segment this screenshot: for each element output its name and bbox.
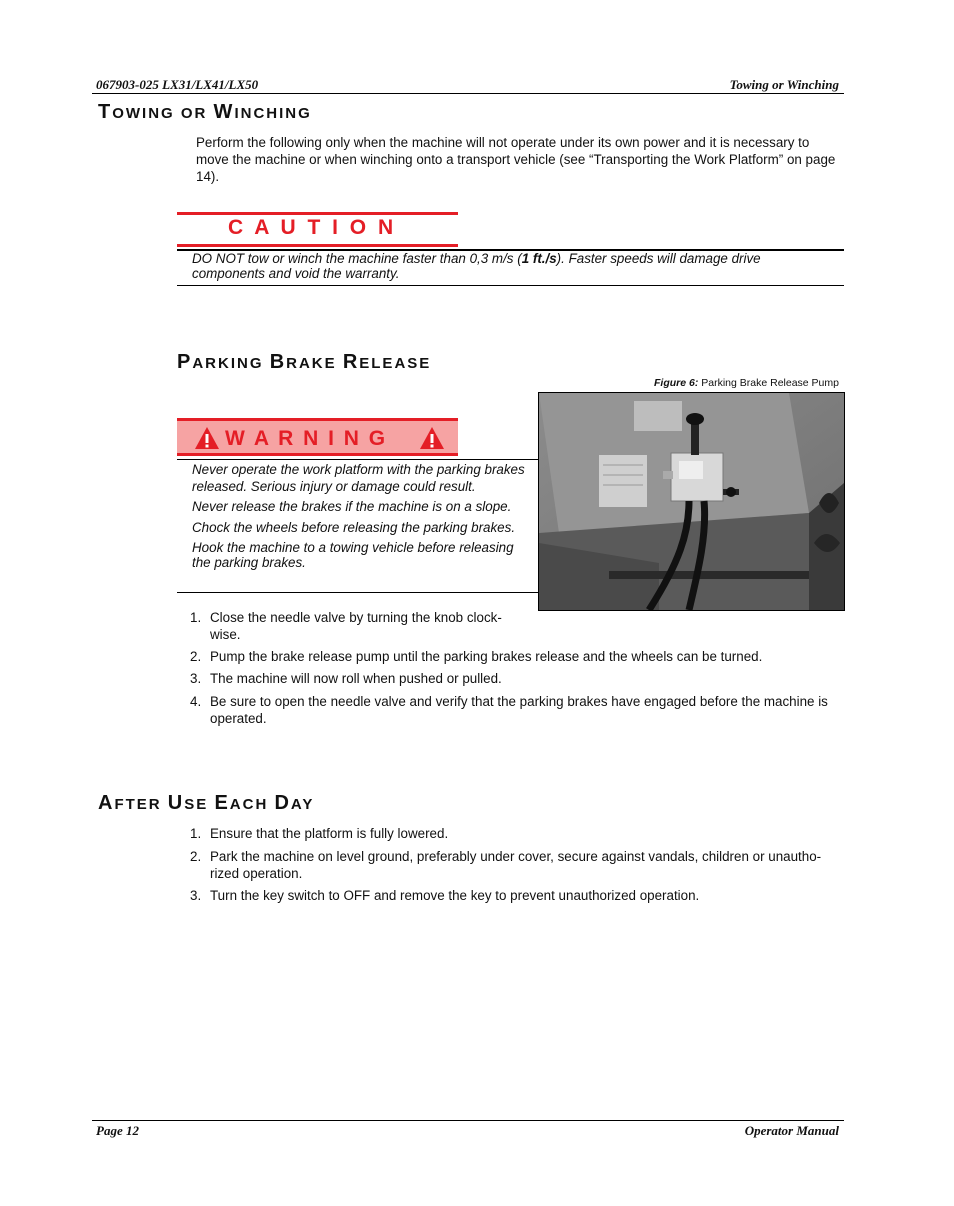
warning-line: Hook the machine to a towing vehicle before releasing the parking brakes. (192, 540, 514, 570)
warning-rule-top (177, 459, 538, 460)
header-section: Towing or Winching (729, 77, 839, 92)
header-doc-id: 067903-025 LX31/LX41/LX50 (96, 77, 259, 92)
list-item: 2. Park the machine on level ground, preferably under cover, secure against vandals, children or unautho-rized operation. (190, 849, 822, 881)
towing-intro: Perform the following only when the machine will not operate under its own power and it is necessary to move the machine or when winching onto a transport vehicle (see “Transporting the Work Platform” on page 14). (196, 135, 836, 184)
caution-label: C A U T I O N (228, 216, 397, 239)
warning-line: Never operate the work platform with the parking brakes released. Serious injury or damage could result. (192, 462, 525, 494)
list-item: 3. The machine will now roll when pushed or pulled. (190, 671, 502, 686)
list-item: 2. Pump the brake release pump until the parking brakes release and the wheels can be turned. (190, 649, 763, 664)
warning-triangle-icon (419, 426, 445, 450)
section-title-towing: TOWING OR WINCHING (98, 101, 312, 123)
after-use-steps (190, 825, 844, 904)
caution-bar-bottom (177, 244, 458, 247)
list-item: 4. Be sure to open the needle valve and verify that the parking brakes have engaged before the machine is operated. (190, 694, 828, 726)
warning-triangle-icon (194, 426, 220, 450)
list-item: 1. Ensure that the platform is fully lowered. (190, 826, 449, 841)
footer-manual: Operator Manual (744, 1123, 839, 1138)
list-item: 3. Turn the key switch to OFF and remove the key to prevent unauthorized operation. (190, 888, 700, 903)
warning-line: Chock the wheels before releasing the parking brakes. (192, 520, 516, 535)
caution-rule-bottom (177, 285, 844, 286)
section-title-parking-brake: PARKING BRAKE RELEASE (177, 351, 432, 373)
footer-page-number: Page 12 (96, 1123, 139, 1138)
caution-text: DO NOT tow or winch the machine faster than 0,3 m/s (1 ft./s). Faster speeds will damage drive components and void the warranty. (192, 251, 761, 281)
warning-label: W A R N I N G (225, 427, 388, 450)
figure-caption: Figure 6: Parking Brake Release Pump (653, 377, 839, 389)
warning-rule-bottom (177, 592, 538, 593)
figure-photo-brake-pump (538, 392, 845, 611)
brake-pump-photo-illustration (539, 393, 844, 610)
section-title-after-use: AFTER USE EACH DAY (98, 792, 315, 814)
warning-text (192, 461, 532, 570)
warning-line: Never release the brakes if the machine is on a slope. (192, 499, 512, 514)
parking-brake-steps (190, 609, 842, 727)
header-rule (92, 93, 844, 94)
caution-bar-top (177, 212, 458, 215)
footer-rule (92, 1120, 844, 1121)
warning-banner (177, 418, 458, 456)
list-item: 1. Close the needle valve by turning the knob clock-wise. (190, 610, 502, 642)
